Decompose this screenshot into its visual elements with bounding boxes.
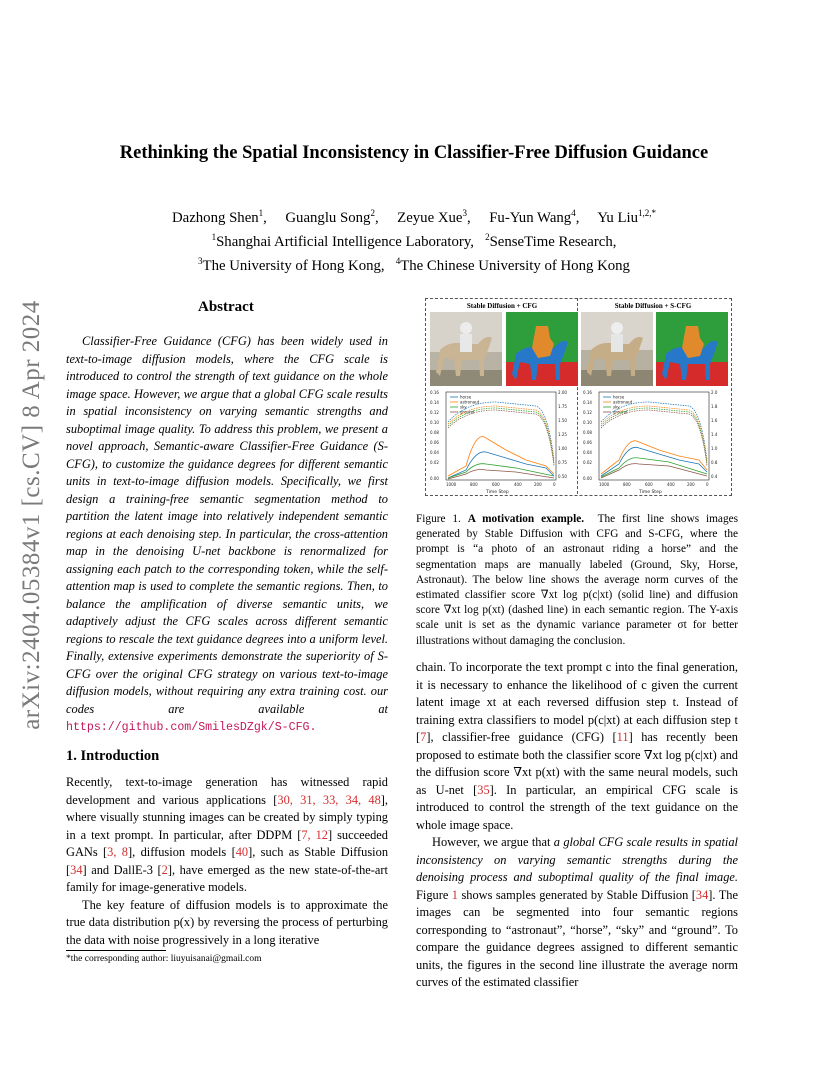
svg-text:0: 0 [553, 482, 556, 487]
intro-paragraph: The key feature of diffusion models is to approximate the true data distribution p(x) by reversing the process of perturbing the data with noise progressively in a long iterative [66, 897, 388, 947]
svg-text:1000: 1000 [599, 482, 610, 487]
svg-text:1.6: 1.6 [711, 418, 718, 423]
svg-text:0.02: 0.02 [430, 460, 439, 465]
svg-text:sky: sky [613, 404, 620, 410]
affiliation: The University of Hong Kong, [202, 257, 385, 274]
svg-text:0.04: 0.04 [583, 450, 592, 455]
svg-text:0.4: 0.4 [711, 474, 718, 479]
svg-text:0.16: 0.16 [583, 390, 592, 395]
svg-text:horse: horse [460, 394, 472, 400]
footnote: *the corresponding author: liuyuisanai@gmail.com [66, 954, 262, 964]
citation-link[interactable]: 7 [420, 730, 427, 744]
author-affil: 1,2,* [638, 208, 657, 218]
svg-text:ground: ground [460, 409, 475, 415]
citation-link[interactable]: 2 [161, 862, 168, 877]
author: Zeyue Xue [397, 209, 463, 226]
svg-text:400: 400 [667, 482, 675, 487]
section-heading-introduction: 1. Introduction [66, 748, 160, 764]
svg-text:1000: 1000 [446, 482, 457, 487]
svg-text:1.50: 1.50 [558, 418, 567, 423]
author-affil: 3 [462, 208, 467, 218]
svg-text:0.8: 0.8 [711, 460, 718, 465]
svg-text:sky: sky [460, 404, 467, 410]
body-paragraph: chain. To incorporate the text prompt c into the final generation, it is necessary to enhance the likelihood of c given the current latent image xt at each reversed diffusion step t. Instead of training extra classifiers to model p(c|xt) at each diffusion step t [7], classifier-free guidance (CFG) [11] has recently been proposed to estimate both the classifier score ∇xt log p(c|xt) and the diffusion score ∇xt p(xt) with the same neural models, such as U-net [35]. In particular, an empirical CFG scale is introduced to control the strength of the text guidance on the whole image space. [416, 660, 738, 832]
svg-text:600: 600 [492, 482, 500, 487]
author-affil: 1 [258, 208, 264, 218]
citation-link[interactable]: 11 [616, 730, 629, 744]
svg-text:0.08: 0.08 [583, 430, 592, 435]
generated-image-scfg [581, 312, 653, 386]
svg-text:2.00: 2.00 [558, 390, 567, 395]
svg-text:1.8: 1.8 [711, 404, 718, 409]
svg-text:0.06: 0.06 [583, 440, 592, 445]
svg-text:200: 200 [687, 482, 695, 487]
footnote-rule [66, 950, 166, 951]
affiliations-line-1: $^1$Shanghai Artificial Intelligence Laboratory, $^2$SenseTime Research, [211, 231, 617, 250]
svg-text:800: 800 [470, 482, 478, 487]
svg-text:400: 400 [514, 482, 522, 487]
paper-title: Rethinking the Spatial Inconsistency in Classifier-Free Diffusion Guidance [119, 143, 709, 163]
svg-text:0.08: 0.08 [430, 430, 439, 435]
plot-cfg [430, 390, 567, 494]
svg-text:0.10: 0.10 [430, 420, 439, 425]
author-block [0, 204, 828, 276]
author: Fu-Yun Wang [489, 209, 572, 226]
segmentation-map-scfg [656, 312, 728, 386]
generated-image-cfg [430, 312, 502, 386]
emphasis-text: a global CFG scale results in spatial inconsistency on varying semantic strengths during the denoising process and suboptimal quality of the final image. [416, 835, 738, 884]
svg-text:1.25: 1.25 [558, 432, 567, 437]
figure-1-graphics [426, 310, 730, 494]
svg-text:0.10: 0.10 [583, 420, 592, 425]
svg-text:200: 200 [534, 482, 542, 487]
citation-link[interactable]: 34 [70, 862, 83, 877]
citation-link[interactable]: 34 [695, 887, 709, 902]
figure-reference-link[interactable]: 1 [451, 887, 458, 902]
svg-text:800: 800 [623, 482, 631, 487]
svg-text:0.50: 0.50 [558, 474, 567, 479]
svg-text:1.00: 1.00 [558, 446, 567, 451]
svg-text:horse: horse [613, 394, 625, 400]
svg-text:0.12: 0.12 [583, 410, 592, 415]
svg-text:0.14: 0.14 [430, 400, 439, 405]
author: Yu Liu [597, 209, 639, 226]
svg-text:600: 600 [645, 482, 653, 487]
introduction-body [66, 774, 388, 949]
svg-text:0.00: 0.00 [430, 476, 439, 481]
svg-text:astronaut: astronaut [613, 399, 633, 405]
svg-text:0.04: 0.04 [430, 450, 439, 455]
affiliation: Shanghai Artificial Intelligence Laboratory, [216, 233, 474, 250]
abstract-text: Classifier-Free Guidance (CFG) has been widely used in text-to-image diffusion models, where the CFG scale is introduced to control the strength of text guidance on the whole image space. However, we argue that a global CFG scale results in spatial inconsistency on varying semantic strengths and suboptimal image quality. To address this problem, we present a novel approach, Semantic-aware Classifier-Free Guidance (S-CFG), to customize the guidance degrees for different semantic units in text-to-image diffusion models. Specifically, we first design a training-free semantic segmentation method to partition the latent image into relatively independent semantic regions at each denoising step. In particular, the cross-attention map in the denoising U-net backbone is renormalized for assigning each patch to the corresponding token, while the self-attention map is used to complete the semantic regions. Then, to balance the amplification of diverse semantic units, we adaptively adjust the CFG scales across different semantic regions to rescale the text guidance degrees into a uniform level. Finally, extensive experiments demonstrate the superiority of S-CFG over the original CFG strategy on various text-to-image diffusion models, without requiring any extra training cost. our codes are available at [66, 334, 388, 716]
intro-paragraph: Recently, text-to-image generation has witnessed rapid development and various applications [30, 31, 33, 34, 48], where visually stunning images can be created by simply typing in a text prompt. In particular, after DDPM [7, 12] succeeded GANs [3, 8], diffusion models [40], such as Stable Diffusion [34] and DallE-3 [2], have emerged as the new state-of-the-art family for image-generative models. [66, 775, 389, 894]
svg-text:0.14: 0.14 [583, 400, 592, 405]
citation-link[interactable]: 40 [235, 845, 249, 859]
svg-text:2.0: 2.0 [711, 390, 718, 395]
svg-text:0.00: 0.00 [583, 476, 592, 481]
code-link[interactable]: https://github.com/SmilesDZgk/S-CFG. [66, 721, 317, 734]
citation-link[interactable]: 35 [477, 782, 490, 797]
svg-text:0.16: 0.16 [430, 390, 439, 395]
author-names: Dazhong Shen$^1$, Guanglu Song$^2$, Zeyue Xue$^3$, Fu-Yun Wang$^4$, Yu Liu$^{1,2,*}$ [171, 208, 657, 226]
svg-text:1.75: 1.75 [558, 404, 567, 409]
svg-text:0.06: 0.06 [430, 440, 439, 445]
caption-label: Figure 1. [416, 513, 461, 525]
citation-link[interactable]: 7, 12 [301, 827, 328, 842]
abstract-heading: Abstract [198, 299, 254, 315]
citation-link[interactable]: 30, 31, 33, 34, 48 [277, 792, 381, 807]
author-affil: 4 [571, 208, 576, 218]
author: Guanglu Song [285, 209, 371, 226]
affiliations-line-2: $^3$The University of Hong Kong, $^4$The Chinese University of Hong Kong [198, 255, 630, 274]
segmentation-map-cfg [506, 312, 578, 386]
arxiv-identifier: arXiv:2404.05384v1 [cs.CV] 8 Apr 2024 [18, 300, 45, 730]
affiliation: SenseTime Research, [489, 233, 617, 250]
x-axis-label: Time Step [486, 490, 509, 494]
body-paragraph: However, we argue that a global CFG scale results in spatial inconsistency on varying semantic strengths during the denoising process and suboptimal quality of the final image. Figure 1 shows samples generated by Stable Diffusion [34]. The images can be segmented into four semantic regions corresponding to “astronaut”, “horse”, “sky” and “ground”. To compare the guidance degrees assigned to different semantic units, the figures in the second line illustrate the average norm curves of the estimated classifier [416, 835, 738, 989]
svg-text:0.12: 0.12 [430, 410, 439, 415]
svg-text:1.4: 1.4 [711, 432, 718, 437]
figure-caption [416, 512, 738, 649]
abstract-body [66, 333, 388, 737]
figure-left-title: Stable Diffusion + CFG [466, 302, 538, 310]
svg-text:0.02: 0.02 [583, 460, 592, 465]
author: Dazhong Shen [171, 209, 259, 226]
svg-text:0: 0 [706, 482, 709, 487]
svg-text:1.0: 1.0 [711, 446, 718, 451]
plot-scfg [583, 390, 718, 494]
caption-text: The first line shows images generated by Stable Diffusion with CFG and S-CFG, where the prompt is “a photo of an astronaut riding a horse” and the segmentation maps are manually labeled (Ground, Sky, Horse, Astronaut). The below line shows the average norm curves of the estimated classifier score ∇xt log p(c|xt) (solid line) and diffusion score ∇xt log p(xt) (dashed line) in each semantic region. The Y-axis scale unit is set as the dynamic variance parameter σt for better illustrations without damaging the conclusion. [416, 513, 738, 647]
right-column-body [416, 659, 738, 992]
svg-text:0.75: 0.75 [558, 460, 567, 465]
author-affil: 2 [370, 208, 375, 218]
svg-text:ground: ground [613, 409, 628, 415]
caption-title: A motivation example. [467, 513, 585, 525]
citation-link[interactable]: 3, 8 [107, 845, 128, 859]
svg-text:astronaut: astronaut [460, 399, 480, 405]
figure-right-title: Stable Diffusion + S-CFG [614, 302, 692, 310]
x-axis-label: Time Step [639, 490, 662, 494]
arxiv-sidebar [10, 285, 54, 745]
affiliation: The Chinese University of Hong Kong [400, 257, 630, 274]
